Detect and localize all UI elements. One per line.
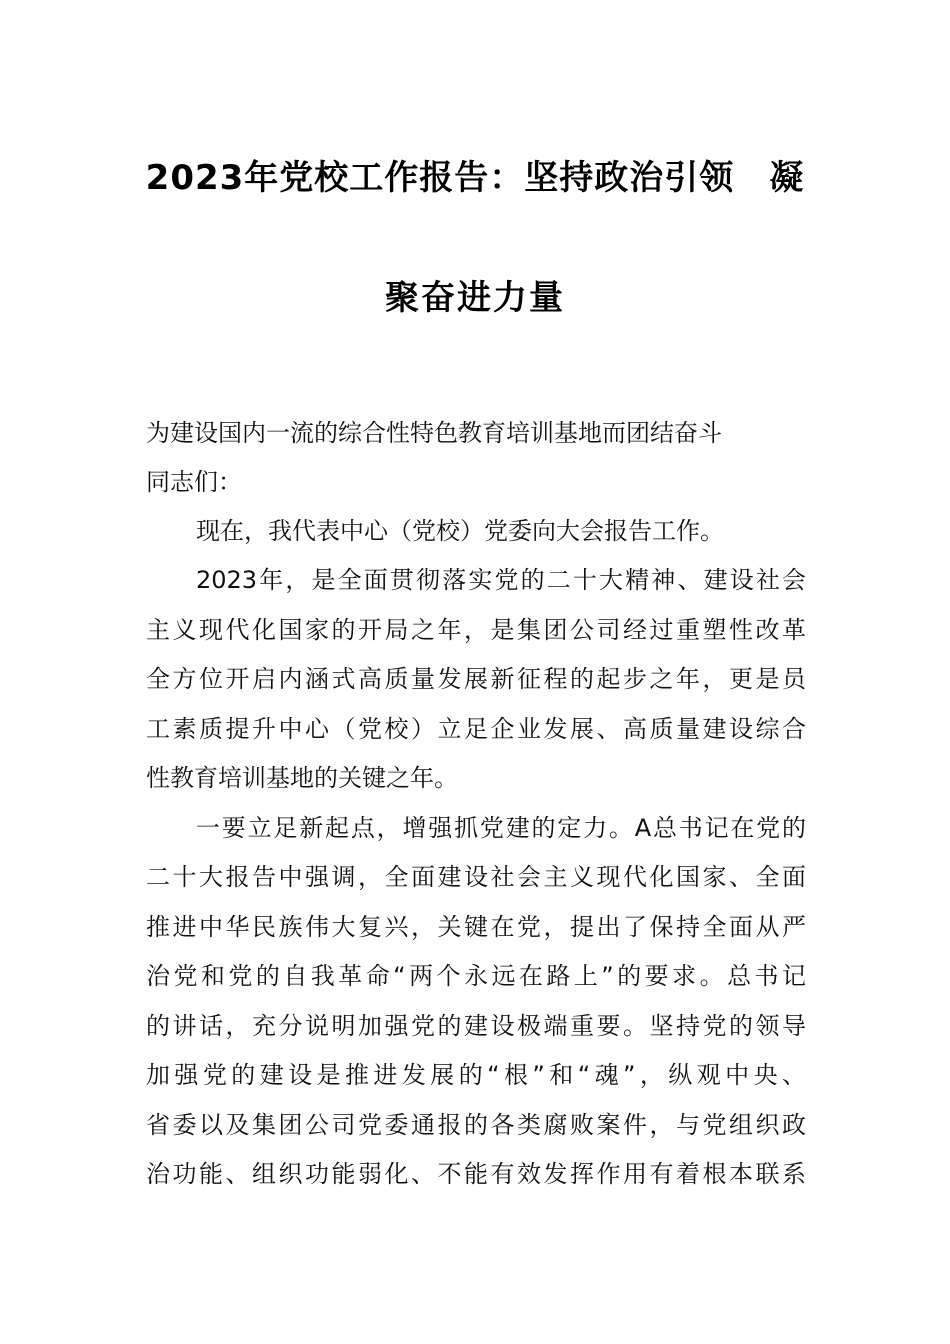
paragraph-line: 现在，我代表中心（党校）党委向大会报告工作。 [196, 517, 724, 545]
paragraph-line: 的讲话，充分说明加强党的建设极端重要。坚持党的领导 [146, 1012, 806, 1040]
paragraph-line: 加强党的建设是推进发展的“根”和“魂”，纵观中央、 [146, 1061, 806, 1089]
paragraph-line: 一要立足新起点，增强抓党建的定力。A总书记在党的 [196, 814, 806, 842]
paragraph-line: 2023年，是全面贯彻落实党的二十大精神、建设社会 [196, 566, 806, 594]
paragraph-line: 二十大报告中强调，全面建设社会主义现代化国家、全面 [146, 863, 806, 891]
paragraph-line: 全方位开启内涵式高质量发展新征程的起步之年，更是员 [146, 665, 806, 693]
paragraph-line: 性教育培训基地的关键之年。 [146, 764, 458, 792]
document-title-line-1: 2023年党校工作报告：坚持政治引领 凝 [145, 158, 805, 198]
paragraph-line: 主义现代化国家的开局之年，是集团公司经过重塑性改革 [146, 616, 806, 644]
document-title-line-2: 聚奋进力量 [385, 278, 565, 318]
salutation: 同志们： [146, 468, 242, 496]
paragraph-line: 推进中华民族伟大复兴，关键在党，提出了保持全面从严 [146, 913, 806, 941]
document-subtitle: 为建设国内一流的综合性特色教育培训基地而团结奋斗 [146, 419, 722, 447]
paragraph-line: 工素质提升中心（党校）立足企业发展、高质量建设综合 [146, 715, 806, 743]
paragraph-line: 省委以及集团公司党委通报的各类腐败案件，与党组织政 [146, 1111, 806, 1139]
paragraph-line: 治党和党的自我革命“两个永远在路上”的要求。总书记 [146, 962, 806, 990]
paragraph-line: 治功能、组织功能弱化、不能有效发挥作用有着根本联系 [146, 1160, 806, 1188]
